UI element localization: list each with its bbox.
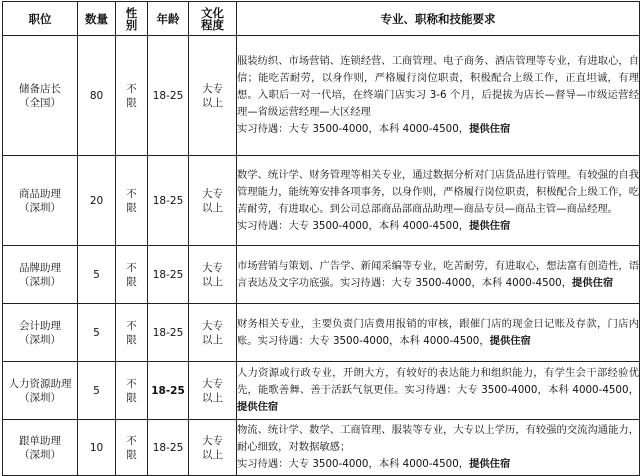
- position-cell: [3, 36, 78, 156]
- count-cell: 5: [78, 362, 116, 420]
- housing-note: 提供住宿: [469, 458, 511, 470]
- education-cell: [189, 246, 237, 304]
- position-title: 跟单助理: [19, 434, 61, 447]
- position-title: 品牌助理: [19, 261, 61, 274]
- position-location: （全国）: [19, 96, 61, 109]
- position-cell: [3, 304, 78, 362]
- requirements-text: 物流、统计学、数学、工商管理、服装等专业，大专以上学历，有较强的交流沟通能力，耐心细致，对数据敏感；: [237, 424, 639, 453]
- requirements-cell: [237, 36, 640, 156]
- count-cell: 20: [78, 156, 116, 246]
- position-location: （深圳）: [19, 333, 61, 346]
- table-row: [3, 156, 640, 246]
- age-cell: 18-25: [148, 246, 189, 304]
- requirements-cell: [237, 304, 640, 362]
- position-cell: [3, 362, 78, 420]
- table-row: [3, 36, 640, 156]
- education-value: 大专以上: [202, 377, 223, 404]
- education-value: 大专以上: [202, 82, 223, 109]
- housing-note: 提供住宿: [572, 276, 614, 289]
- education-cell: [189, 420, 237, 476]
- gender-value: 不限: [126, 434, 137, 461]
- age-cell: 18-25: [148, 420, 189, 476]
- pay-line: [237, 456, 639, 473]
- count-cell: 5: [78, 304, 116, 362]
- age-cell: 18-25: [148, 36, 189, 156]
- position-location: （深圳）: [19, 201, 61, 214]
- gender-cell: [116, 156, 148, 246]
- position-location: （深圳）: [19, 448, 61, 461]
- requirements-cell: [237, 246, 640, 304]
- position-title: 人力资源助理: [8, 377, 72, 390]
- header-position: 职位: [3, 2, 78, 36]
- requirements-text: 财务相关专业，主要负责门店费用报销的审核，跟催门店的现金日记账及存款，门店内账。实习待遇：大专 3500-4000，本科 4000-4500，: [237, 317, 639, 347]
- gender-value: 不限: [126, 82, 137, 109]
- housing-note: 提供住宿: [469, 123, 511, 135]
- header-age: 年龄: [148, 2, 189, 36]
- education-value: 大专以上: [202, 319, 223, 346]
- header-requirements: 专业、职称和技能要求: [237, 2, 640, 36]
- requirements-text: 人力资源或行政专业，开朗大方，有较好的表达能力和组织能力，有学生会干部经验优先，能歌善舞、善于活跃气氛更佳。实习待遇：大专 3500-4000，本科 4000-4500，: [237, 367, 639, 396]
- gender-cell: [116, 36, 148, 156]
- position-title: 储备店长: [19, 82, 61, 95]
- position-cell: [3, 246, 78, 304]
- requirements-text: 市场营销与策划、广告学、新闻采编等专业，吃苦耐劳，有进取心，想法富有创造性，语言表达及文字功底强。实习待遇：大专 3500-4000，本科 4000-4500，: [237, 259, 639, 289]
- education-value: 大专以上: [202, 187, 223, 214]
- housing-note: 提供住宿: [469, 219, 511, 232]
- header-count: 数量: [78, 2, 116, 36]
- gender-cell: [116, 420, 148, 476]
- position-location: （深圳）: [19, 391, 61, 404]
- header-gender: [116, 2, 148, 36]
- education-value: 大专以上: [202, 434, 223, 461]
- requirements-text: 数学、统计学、财务管理等相关专业，通过数据分析对门店货品进行管理。有较强的自我管理能力，能统筹安排各项事务，以身作则，严格履行岗位职责，积极配合上级工作，吃苦耐劳，有进取心。到公司总部商品部商品助理—商品专员—商品主管—商品经理。: [237, 168, 639, 215]
- requirements-cell: [237, 362, 640, 420]
- header-edu-line1: 文化: [201, 5, 224, 20]
- count-cell: 5: [78, 246, 116, 304]
- position-title: 会计助理: [19, 319, 61, 332]
- header-row: [3, 2, 640, 36]
- table-row: [3, 304, 640, 362]
- pay-line: [237, 121, 639, 138]
- table-row: [3, 420, 640, 476]
- count-cell: 80: [78, 36, 116, 156]
- education-cell: [189, 156, 237, 246]
- gender-cell: [116, 246, 148, 304]
- gender-value: 不限: [126, 377, 137, 404]
- education-cell: [189, 362, 237, 420]
- pay-text: 实习待遇：大专 3500-4000，本科 4000-4500，: [237, 458, 470, 470]
- gender-cell: [116, 362, 148, 420]
- recruitment-table: [2, 1, 640, 476]
- gender-cell: [116, 304, 148, 362]
- education-value: 大专以上: [202, 261, 223, 288]
- pay-line: [237, 218, 639, 235]
- gender-value: 不限: [126, 261, 137, 288]
- header-gender-line2: 别: [125, 17, 138, 32]
- age-cell: 18-25: [148, 362, 189, 420]
- header-edu-line2: 程度: [201, 17, 224, 32]
- table-row: [3, 362, 640, 420]
- header-education: [189, 2, 237, 36]
- education-cell: [189, 36, 237, 156]
- position-location: （深圳）: [19, 275, 61, 288]
- table-row: [3, 246, 640, 304]
- age-cell: 18-25: [148, 304, 189, 362]
- header-gender-line1: 性: [125, 5, 138, 20]
- requirements-cell: [237, 156, 640, 246]
- requirements-cell: [237, 420, 640, 476]
- education-cell: [189, 304, 237, 362]
- position-cell: [3, 420, 78, 476]
- requirements-text: 服装纺织、市场营销、连锁经营、工商管理、电子商务、酒店管理等专业，有进取心，自信；能吃苦耐劳，以身作则，严格履行岗位职责，积极配合上级工作，正直坦诚，有理想。入职后一对一代培，在终端门店实习 3-6 个月，后提拔为店长—督导—市级运营经理—省级运营经理—大区经理: [237, 55, 639, 118]
- position-cell: [3, 156, 78, 246]
- housing-note: 提供住宿: [237, 401, 279, 413]
- gender-value: 不限: [126, 319, 137, 346]
- gender-value: 不限: [126, 187, 137, 214]
- count-cell: 10: [78, 420, 116, 476]
- pay-text: 实习待遇：大专 3500-4000，本科 4000-4500，: [237, 123, 470, 135]
- housing-note: 提供住宿: [489, 334, 531, 347]
- age-cell: 18-25: [148, 156, 189, 246]
- pay-text: 实习待遇：大专 3500-4000，本科 4000-4500，: [237, 219, 470, 232]
- position-title: 商品助理: [19, 187, 61, 200]
